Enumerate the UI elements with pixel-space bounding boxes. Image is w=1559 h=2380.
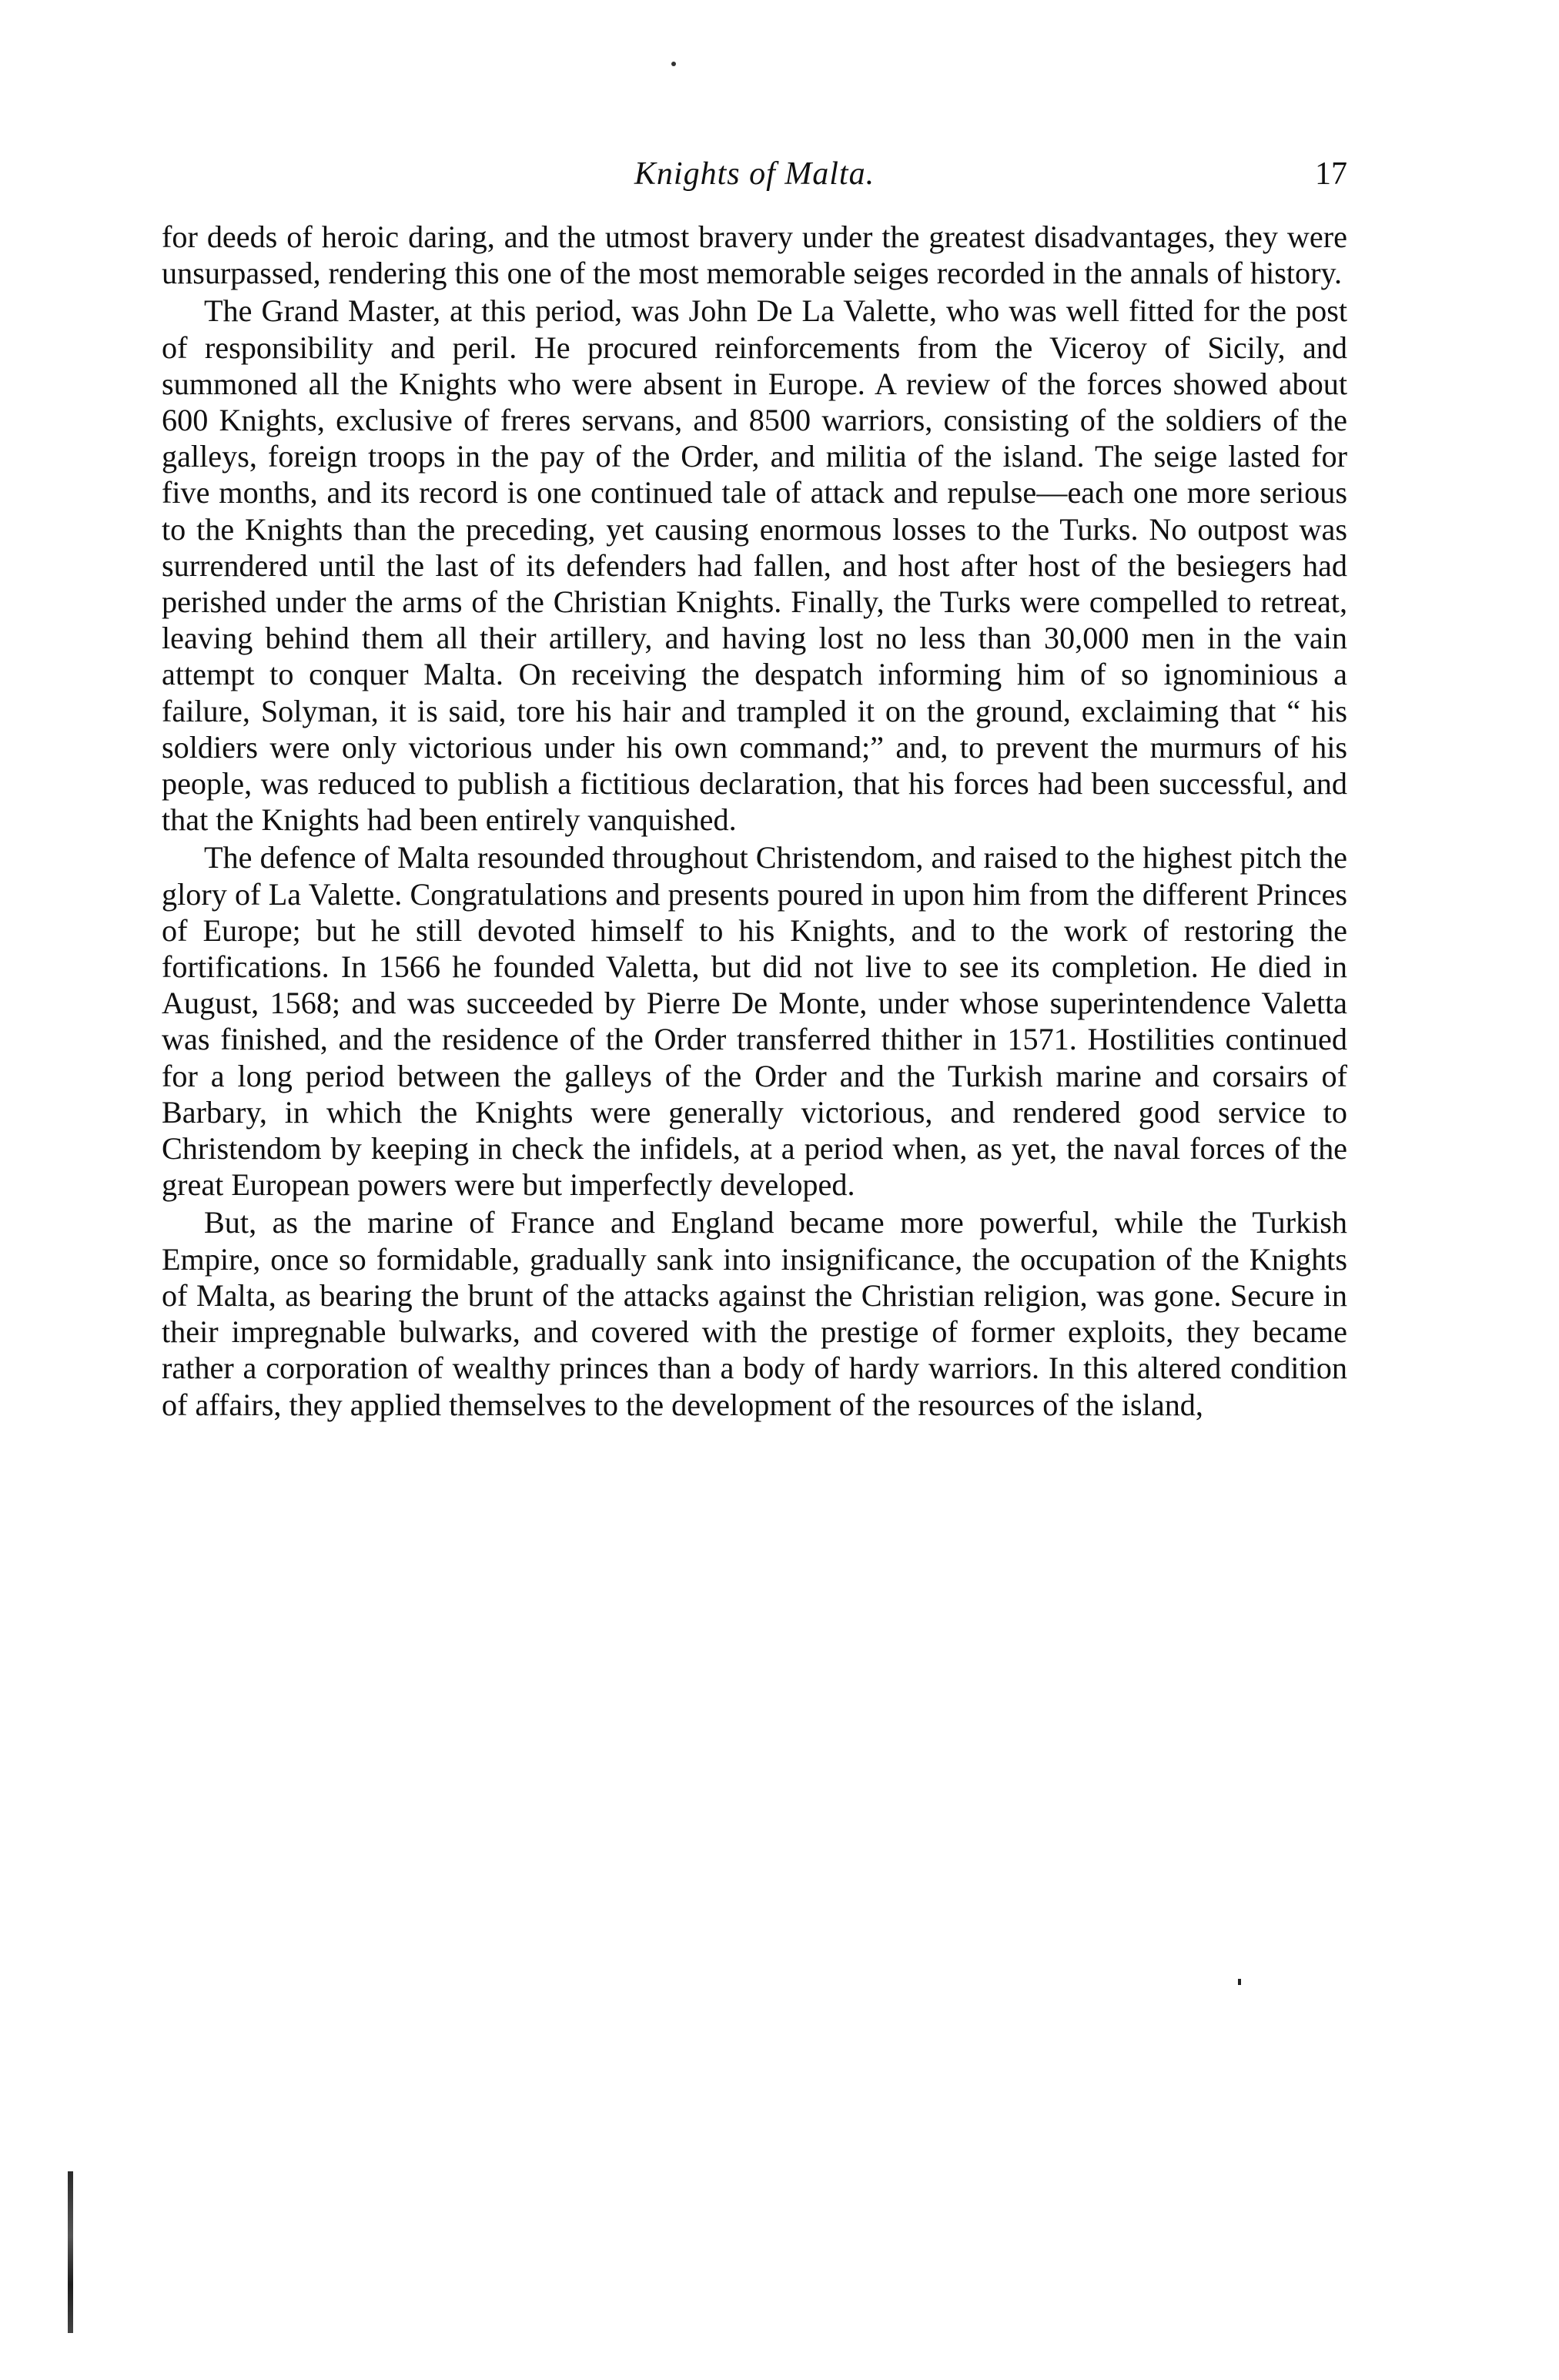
running-head [162,151,1347,202]
paragraph-decline: But, as the marine of France and England became more powerful, while the Turkish Empire, once so formidable, gradually sank into insignificance, the occupation of the Knights of Malta, as bearing the brunt of the attacks against the Christian religion, was gone. Secure in their impregnable bulwarks, and covered with the prestige of former exploits, they became rather a corporation of wealthy princes than a body of hardy warriors. In this altered condition of affairs, they applied themselves to the development of the resources of the island, [162,1205,1347,1422]
page-number: 17 [1315,156,1347,192]
scan-speck [1238,1979,1241,1985]
paragraph-continuation: for deeds of heroic daring, and the utmost bravery under the greatest disadvantages, they were unsurpassed, rendering this one of the most memorable seiges recorded in the annals of history. [162,219,1347,291]
running-title: Knights of Malta. [634,156,875,192]
body-text [162,219,1347,1423]
paragraph-defence-of-malta: The defence of Malta resounded throughout Christendom, and raised to the highest pitch the glory of La Valette. Congratulations and presents poured in upon him from the different Princes of Europe; but he still devoted himself to his Knights, and to the work of restoring the fortifications. In 1566 he founded Valetta, but did not live to see its completion. He died in August, 1568; and was succeeded by Pierre De Monte, under whose superintendence Valetta was finished, and the residence of the Order transferred thither in 1571. Hostilities continued for a long period between the galleys of the Order and the Turkish marine and corsairs of Barbary, in which the Knights were generally victorious, and rendered good service to Christendom by keeping in check the infidels, at a period when, as yet, the naval forces of the great European powers were but imperfectly developed. [162,840,1347,1203]
scan-edge-mark [68,2171,73,2333]
paragraph-grand-master: The Grand Master, at this period, was John De La Valette, who was well fitted for the post of responsibility and peril. He procured reinforcements from the Viceroy of Sicily, and summoned all the Knights who were absent in Europe. A review of the forces showed about 600 Knights, exclusive of freres servans, and 8500 warriors, consisting of the soldiers of the galleys, foreign troops in the pay of the Order, and militia of the island. The seige lasted for five months, and its record is one continued tale of attack and repulse—each one more serious to the Knights than the preceding, yet causing enormous losses to the Turks. No outpost was surrendered until the last of its defenders had fallen, and host after host of the besiegers had perished under the arms of the Christian Knights. Finally, the Turks were compelled to retreat, leaving behind them all their artillery, and having lost no less than 30,000 men in the vain attempt to conquer Malta. On receiving the despatch informing him of so ignominious a failure, Solyman, it is said, tore his hair and trampled it on the ground, exclaiming that “ his soldiers were only victorious under his own command;” and, to prevent the murmurs of his people, was reduced to publish a fictitious declaration, that his forces had been successful, and that the Knights had been entirely vanquished. [162,293,1347,838]
scan-speck [671,62,676,66]
